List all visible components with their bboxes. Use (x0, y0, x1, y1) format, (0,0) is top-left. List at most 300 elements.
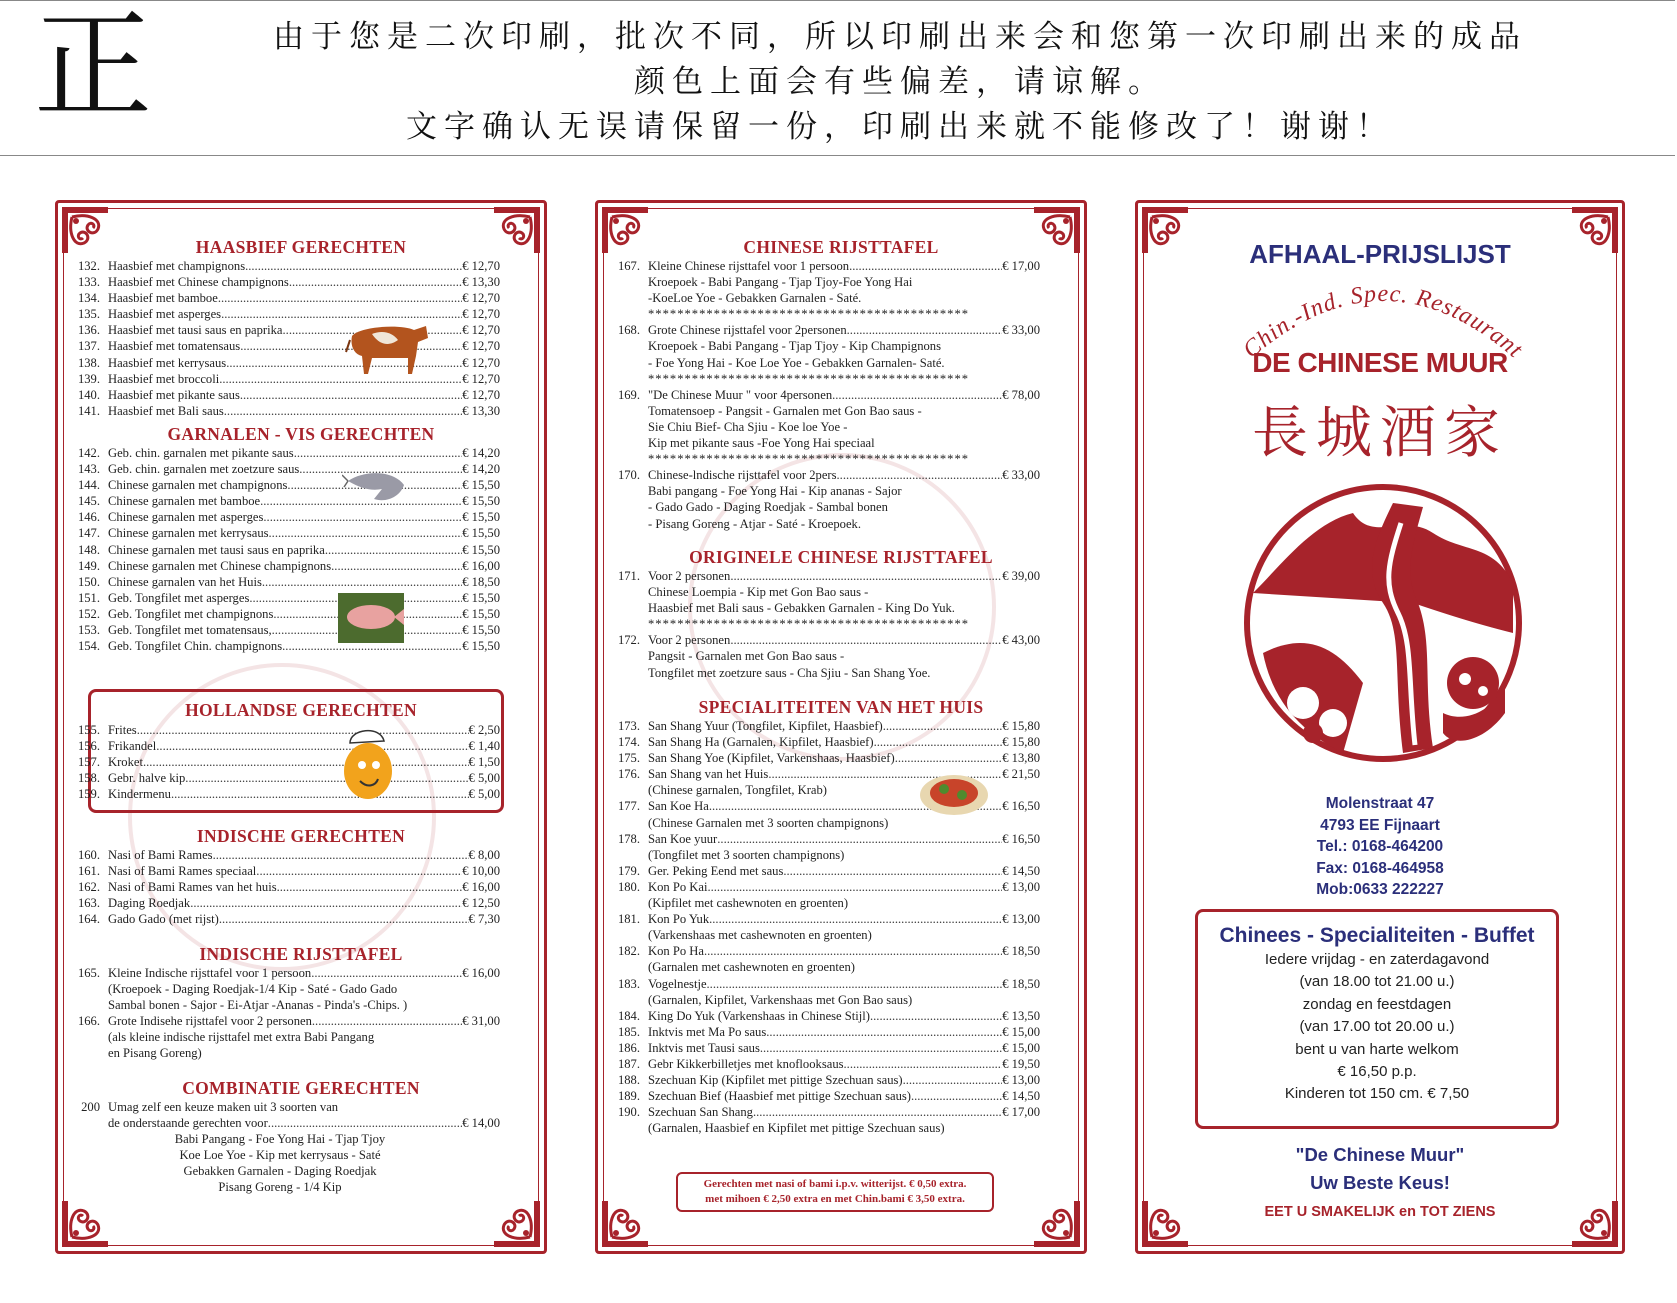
leader-dots (870, 1008, 1002, 1024)
combinatie-option-line (60, 1179, 500, 1195)
menu-item (600, 1040, 1040, 1056)
item-price: € 18,50 (1002, 944, 1040, 959)
item-number: 185. (617, 1024, 640, 1039)
item-number: 177. (617, 799, 640, 814)
item-name: Geb. Tongfilet Chin. champignons (108, 639, 283, 654)
menu-item (600, 976, 1040, 992)
item-name: Inktvis met Tausi saus (648, 1040, 760, 1055)
leader-dots (837, 467, 1003, 483)
item-price: € 5,00 (468, 771, 500, 786)
item-name: (Varkenshaas met cashewnoten en groenten) (648, 928, 872, 943)
leader-dots (185, 770, 468, 786)
item-name: Sie Chiu Bief- Cha Sjiu - Koe loe Yoe - (648, 419, 848, 434)
leader-dots (760, 1040, 1002, 1056)
item-number: 182. (617, 944, 640, 959)
item-name: Kleine Chinese rijsttafel voor 1 persoon (648, 259, 850, 273)
dish-image (918, 769, 990, 817)
combinatie-option-line (60, 1163, 500, 1179)
menu-item (60, 895, 500, 911)
corner-ornament-icon (1030, 1197, 1084, 1251)
leader-dots (219, 911, 469, 927)
great-wall-emblem (1243, 483, 1523, 763)
menu-item (60, 258, 500, 274)
item-price: € 33,00 (1002, 468, 1040, 483)
menu-item (600, 403, 1040, 419)
item-name: Gebr Kikkerbilletjes met knoflooksaus (648, 1056, 844, 1071)
item-number: 162. (77, 880, 100, 895)
menu-item (60, 1029, 500, 1045)
item-number: 179. (617, 863, 640, 878)
menu-item (60, 461, 500, 477)
item-number: 184. (617, 1008, 640, 1023)
menu-item (60, 403, 500, 419)
item-name: (als kleine indische rijsttafel met extra Babi Pangang (108, 1030, 375, 1045)
separator-stars: ******************************************** (648, 371, 970, 386)
menu-item (600, 831, 1040, 847)
menu-item (60, 722, 500, 738)
item-name: Kleine Indische rijsttafel voor 1 persoon (108, 966, 312, 980)
leader-dots (156, 738, 468, 754)
menu-item (60, 770, 500, 786)
menu-item (600, 516, 1040, 532)
menu-item (600, 718, 1040, 734)
slogan-line: Uw Beste Keus! (1310, 1172, 1450, 1193)
section-title-combinatie: COMBINATIE GERECHTEN (182, 1078, 420, 1098)
item-name: de onderstaande gerechten voor (108, 1116, 268, 1131)
menu-item (600, 847, 1040, 863)
item-name: San Shang Yoe (Kipfilet, Varkenshaas, Haasbief) (648, 751, 895, 766)
leader-dots (766, 1024, 1002, 1040)
shrimp-image (342, 467, 412, 509)
section-title-specialiteiten: SPECIALITEITEN VAN HET HUIS (698, 697, 984, 717)
leader-dots (268, 1115, 462, 1131)
option-text: Koe Loe Yoe - Kip met kerrysaus - Saté (179, 1148, 381, 1163)
item-price: € 15,50 (462, 590, 500, 605)
item-price: € 19,50 (1002, 1056, 1040, 1071)
garnalen-list (60, 445, 500, 654)
item-price: € 17,00 (1002, 1105, 1040, 1120)
menu-item (600, 992, 1040, 1008)
item-name: (Tongfilet met 3 soorten champignons) (648, 847, 845, 862)
address-tel: Tel.: 0168-464200 (1316, 838, 1444, 855)
print-notice-bar (0, 0, 1675, 156)
item-name: Pangsit - Garnalen met Gon Bao saus - (648, 649, 845, 664)
item-number: 166. (77, 1014, 100, 1029)
leader-dots (262, 574, 462, 590)
item-number: 157. (77, 755, 100, 770)
item-number: 168. (617, 323, 640, 338)
menu-item (600, 911, 1040, 927)
menu-panel-middle (595, 200, 1087, 1254)
indische-list (60, 847, 500, 927)
section-title-indische-rijsttafel: INDISCHE RIJSTTAFEL (199, 944, 403, 964)
separator-stars: ******************************************** (648, 452, 970, 467)
item-name: - Foe Yong Hai - Koe Loe Yoe - Gebakken Garnalen- Saté. (648, 355, 945, 370)
combinatie-option-line (60, 1147, 500, 1163)
item-price: € 43,00 (1002, 633, 1040, 648)
leader-dots (783, 863, 1002, 879)
item-price: € 13,80 (1002, 751, 1040, 766)
menu-item (600, 863, 1040, 879)
buffet-title: Chinees - Specialiteiten - Buffet (1219, 924, 1535, 947)
item-number: 150. (77, 574, 100, 589)
menu-item (600, 648, 1040, 664)
item-name: Gado Gado (met rijst) (108, 912, 219, 927)
menu-item (600, 290, 1040, 306)
item-price: € 13,50 (1002, 1008, 1040, 1023)
menu-item (60, 445, 500, 461)
option-text: Pisang Goreng - 1/4 Kip (218, 1180, 342, 1195)
menu-item (60, 322, 500, 338)
item-price: € 15,50 (462, 494, 500, 509)
leader-dots (269, 525, 463, 541)
item-number: 136. (77, 323, 100, 338)
item-number: 132. (77, 259, 100, 273)
menu-item (600, 1024, 1040, 1040)
menu-item (600, 568, 1040, 584)
leader-dots (256, 863, 462, 879)
menu-item (60, 606, 500, 622)
leader-dots (263, 509, 462, 525)
restaurant-chinese-name: 長城酒家 (1252, 401, 1508, 466)
menu-item (600, 483, 1040, 499)
item-name: Haasbief met champignons (108, 259, 246, 273)
item-name: Tongfilet met zoetzure saus - Cha Sjiu - San Shang Yoe. (648, 665, 931, 680)
item-number: 200 (81, 1100, 100, 1114)
menu-item (60, 509, 500, 525)
menu-item (600, 1104, 1040, 1120)
menu-item (600, 1008, 1040, 1024)
menu-item (600, 943, 1040, 959)
item-name: (Kroepoek - Daging Roedjak-1/4 Kip - Saté - Gado Gado (108, 982, 398, 997)
buffet-line: Kinderen tot 150 cm. € 7,50 (1284, 1085, 1470, 1103)
item-name: Kip met pikante saus -Foe Yong Hai speciaal (648, 436, 875, 451)
item-name: Nasi of Bami Rames (108, 848, 213, 862)
combinatie-list (60, 1099, 500, 1196)
item-name: Chinese garnalen met asperges (108, 510, 264, 525)
item-number: 183. (617, 976, 640, 991)
menu-item (600, 355, 1040, 371)
leader-dots (903, 1072, 1003, 1088)
item-number: 154. (77, 639, 100, 654)
leader-dots (704, 943, 1002, 959)
item-name: Babi pangang - Foe Yong Hai - Kip ananas - Sajor (648, 484, 902, 499)
item-number: 178. (617, 831, 640, 846)
print-notice-text (150, 15, 1650, 150)
item-price: € 12,70 (462, 259, 500, 273)
item-price: € 12,70 (462, 323, 500, 338)
item-name: Haasbief met Bali saus (108, 403, 224, 418)
leader-dots (883, 718, 1002, 734)
item-price: € 15,50 (462, 526, 500, 541)
item-name: Tomatensoep - Pangsit - Garnalen met Gon Bao saus - (648, 403, 922, 418)
buffet-line: (van 17.00 tot 20.00 u.) (1299, 1018, 1455, 1036)
buffet-line: bent u van harte welkom (1295, 1040, 1459, 1058)
menu-item (600, 1120, 1040, 1136)
menu-item (600, 584, 1040, 600)
menu-item (60, 638, 500, 654)
item-name: Voor 2 personen (648, 633, 731, 648)
item-price: € 13,00 (1002, 912, 1040, 927)
item-number: 163. (77, 896, 100, 911)
note-line: met mihoen € 2,50 extra en met Chin.bami € 3,50 extra. (705, 1193, 965, 1205)
buffet-line: € 16,50 p.p. (1337, 1063, 1417, 1081)
menu-item (60, 574, 500, 590)
item-name: Kon Po Yuk (648, 912, 710, 927)
item-price: € 15,80 (1002, 719, 1040, 733)
menu-item (600, 927, 1040, 943)
leader-dots (240, 387, 462, 403)
menu-item (600, 467, 1040, 483)
item-name: Chinese garnalen van het Huis (108, 574, 262, 589)
item-number: 173. (617, 719, 640, 733)
corner-ornament-icon (58, 1197, 112, 1251)
svg-text:Chin.-Ind. Spec. Restaurant: Chin.-Ind. Spec. Restaurant (1238, 280, 1528, 364)
item-number: 134. (77, 291, 100, 306)
item-name: (Garnalen met cashewnoten en groenten) (648, 960, 856, 975)
item-name: Geb. chin. garnalen met pikante saus (108, 446, 294, 460)
address-city: 4793 EE Fijnaart (1320, 816, 1440, 834)
item-name: Chinese garnalen met champignons (108, 478, 288, 493)
item-price: € 17,00 (1002, 259, 1040, 273)
menu-item (600, 1088, 1040, 1104)
item-number: 170. (617, 468, 640, 483)
item-name: King Do Yuk (Varkenshaas in Chinese Stijl) (648, 1008, 870, 1023)
item-number: 138. (77, 355, 100, 370)
leader-dots (832, 387, 1002, 403)
item-price: € 10,00 (462, 864, 500, 879)
item-number: 139. (77, 371, 100, 386)
leader-dots (753, 1104, 1002, 1120)
leader-dots (294, 445, 463, 461)
item-name: Haasbief met asperges (108, 307, 222, 322)
item-name: Szechuan Kip (Kipfilet met pittige Szechuan saus) (648, 1073, 903, 1088)
menu-item (60, 1013, 500, 1029)
menu-item (60, 371, 500, 387)
item-price: € 8,00 (468, 848, 500, 862)
item-number: 180. (617, 879, 640, 894)
menu-item (60, 622, 500, 638)
item-name: Frikandel (108, 739, 157, 754)
item-price: € 12,70 (462, 291, 500, 306)
item-name: San Koe yuur (648, 831, 718, 846)
item-number: 151. (77, 590, 100, 605)
menu-item (600, 435, 1040, 451)
menu-item (60, 997, 500, 1013)
menu-item (60, 477, 500, 493)
item-price: € 12,70 (462, 307, 500, 322)
address-fax: Fax: 0168-464958 (1316, 859, 1444, 877)
item-name: San Shang van het Huis (648, 767, 769, 782)
item-name: Daging Roedjak (108, 896, 191, 911)
item-name: San Shang Yuur (Tongfilet, Kipfilet, Haasbief) (648, 719, 883, 733)
option-text: Babi Pangang - Foe Yong Hai - Tjap Tjoy (174, 1132, 386, 1147)
item-price: € 33,00 (1002, 323, 1040, 338)
item-price: € 16,50 (1002, 831, 1040, 846)
item-name: Geb. chin. garnalen met zoetzure saus (108, 462, 300, 477)
item-price: € 14,20 (462, 462, 500, 477)
item-price: € 2,50 (468, 723, 500, 737)
buffet-box (1195, 909, 1559, 1129)
menu-panel-left (55, 200, 547, 1254)
item-price: € 14,50 (1002, 863, 1040, 878)
hollandse-list (60, 722, 500, 802)
item-name: (Garnalen, Kipfilet, Varkenshaas met Gon Bao saus) (648, 992, 913, 1007)
item-price: € 15,50 (462, 542, 500, 557)
item-price: € 15,00 (1002, 1024, 1040, 1039)
menu-item (600, 734, 1040, 750)
item-name: Ger. Peking Eend met saus (648, 863, 784, 878)
item-number: 161. (77, 864, 100, 879)
item-price: € 5,00 (468, 787, 500, 802)
item-price: € 13,00 (1002, 1073, 1040, 1088)
corner-ornament-icon (490, 1197, 544, 1251)
leader-dots (325, 542, 462, 558)
item-name: Haasbief met kerrysaus (108, 355, 227, 370)
menu-item (60, 981, 500, 997)
item-price: € 14,00 (462, 1116, 500, 1131)
fish-dish-image (338, 593, 404, 643)
item-name: Haasbief met broccoli (108, 371, 220, 386)
item-name: Gebr. halve kip (108, 771, 186, 786)
leader-dots (245, 258, 462, 274)
item-name: Geb. Tongfilet met asperges (108, 590, 250, 605)
item-price: € 12,70 (462, 371, 500, 386)
item-number: 140. (77, 387, 100, 402)
menu-item (600, 879, 1040, 895)
item-price: € 12,50 (462, 896, 500, 911)
item-number: 155. (77, 723, 100, 737)
item-name: (Kipfilet met cashewnoten en groenten) (648, 896, 849, 911)
leader-dots (289, 274, 462, 290)
buffet-line: (van 18.00 tot 21.00 u.) (1299, 973, 1455, 991)
menu-item (600, 499, 1040, 515)
item-number: 156. (77, 739, 100, 754)
item-name: Kindermenu (108, 787, 171, 802)
menu-item (60, 879, 500, 895)
item-name: Haasbief met tomatensaus (108, 339, 241, 354)
item-price: € 16,00 (462, 880, 500, 895)
item-number: 164. (77, 912, 100, 927)
menu-item (600, 895, 1040, 911)
item-number: 146. (77, 510, 100, 525)
item-name: Kroket (108, 755, 143, 770)
leader-dots (874, 734, 1003, 750)
item-name: Vogelnestje (648, 976, 707, 991)
item-name: "De Chinese Muur " voor 4personen (648, 387, 833, 402)
item-number: 181. (617, 912, 640, 927)
menu-item (60, 911, 500, 927)
item-price: € 16,00 (462, 966, 500, 980)
item-name: Grote Chinese rijsttafel voor 2personen (648, 323, 847, 338)
menu-item (60, 355, 500, 371)
item-price: € 12,70 (462, 387, 500, 402)
slogan (1138, 1141, 1622, 1197)
section-title-chinese-rijsttafel: CHINESE RIJSTTAFEL (743, 237, 939, 257)
item-price: € 18,50 (1002, 976, 1040, 991)
menu-item (60, 965, 500, 981)
leader-dots (143, 754, 469, 770)
menu-item (60, 338, 500, 354)
indische-rijsttafel-list (60, 965, 500, 1062)
item-name: Kon Po Kai (648, 879, 708, 894)
section-title-garnalen: GARNALEN - VIS GERECHTEN (167, 424, 435, 444)
item-price: € 13,00 (1002, 879, 1040, 894)
separator-stars: ******************************************** (648, 617, 970, 632)
item-name: (Chinese garnalen, Tongfilet, Krab) (648, 783, 827, 798)
item-price: € 1,50 (468, 755, 500, 770)
item-number: 147. (77, 526, 100, 541)
item-name: Chinese garnalen met bamboe (108, 494, 261, 509)
item-name: - Gado Gado - Daging Roedjak - Sambal bonen (648, 500, 888, 515)
item-number: 172. (617, 633, 640, 648)
leader-dots (895, 750, 1003, 766)
nasi-bami-note (676, 1172, 994, 1212)
item-number: 176. (617, 767, 640, 782)
item-number: 190. (617, 1105, 640, 1120)
leader-dots (730, 568, 1002, 584)
item-price: € 12,70 (462, 339, 500, 354)
combinatie-option-line (60, 1131, 500, 1147)
item-number: 158. (77, 771, 100, 786)
item-number: 149. (77, 558, 100, 573)
item-name: Chinese garnalen met tausi saus en paprika (108, 542, 325, 557)
item-name: en Pisang Goreng) (108, 1046, 202, 1061)
item-name: Kon Po Ha (648, 944, 704, 959)
leader-dots (171, 786, 469, 802)
item-price: € 21,50 (1002, 767, 1040, 782)
menu-item (600, 419, 1040, 435)
leader-dots (218, 290, 462, 306)
menu-item (60, 274, 500, 290)
chinese-rijsttafel-list (600, 258, 1040, 532)
menu-item (600, 274, 1040, 290)
item-number: 142. (77, 446, 100, 460)
menu-item (60, 525, 500, 541)
section-title-haasbief: HAASBIEF GERECHTEN (195, 237, 407, 257)
haasbief-list (60, 258, 500, 419)
item-name: Nasi of Bami Rames speciaal (108, 864, 257, 879)
address-block (1138, 793, 1622, 901)
item-number: 141. (77, 403, 100, 418)
note-line: Gerechten met nasi of bami i.p.v. witterijst. € 0,50 extra. (703, 1178, 967, 1190)
menu-item (60, 863, 500, 879)
chef-cartoon-image (330, 719, 402, 805)
menu-item (600, 387, 1040, 403)
item-number: 137. (77, 339, 100, 354)
item-name: Haasbief met tausi saus en paprika (108, 323, 283, 338)
menu-item (60, 542, 500, 558)
item-name: Haasbief met Bali saus - Gebakken Garnalen - King Do Yuk. (648, 601, 955, 616)
leader-dots (847, 322, 1003, 338)
item-name: Chinese-lndische rijsttafel voor 2pers (648, 468, 837, 483)
item-price: € 15,00 (1002, 1040, 1040, 1055)
item-name: Chinese garnalen met kerrysaus (108, 526, 269, 541)
leader-dots (331, 558, 462, 574)
menu-item (60, 1099, 500, 1115)
separator-stars: ******************************************** (648, 307, 970, 322)
menu-item (600, 1056, 1040, 1072)
buffet-line: Iedere vrijdag - en zaterdagavond (1264, 951, 1490, 968)
item-number: 171. (617, 569, 640, 583)
originele-list (600, 568, 1040, 681)
leader-dots (707, 976, 1003, 992)
menu-item (60, 590, 500, 606)
item-number: 135. (77, 307, 100, 322)
item-name: -KoeLoe Yoe - Gebakken Garnalen - Saté. (648, 291, 862, 306)
leader-dots (213, 847, 469, 863)
item-price: € 15,50 (462, 510, 500, 525)
